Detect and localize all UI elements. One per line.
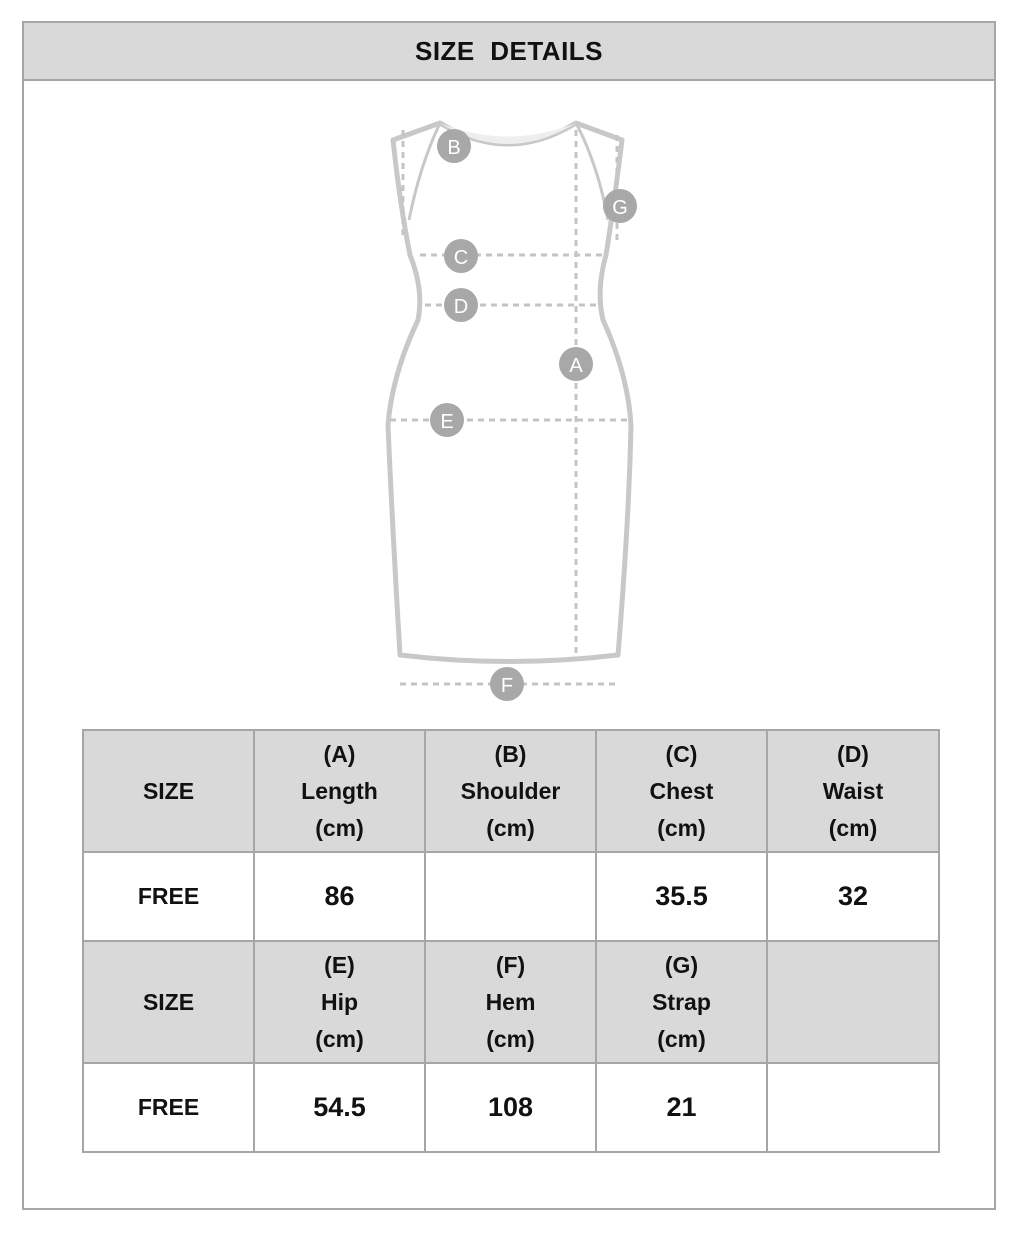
marker-g [603, 189, 637, 223]
table-header-row [83, 941, 939, 1063]
chest-name: Chest [649, 777, 714, 804]
length-name: Length [301, 777, 378, 804]
length-header-cell [254, 730, 425, 852]
empty-value-cell [767, 1063, 939, 1152]
shoulder-header-cell [425, 730, 596, 852]
waist-unit: (cm) [828, 814, 878, 841]
marker-f [490, 667, 524, 701]
page-title: SIZE DETAILS [414, 35, 604, 66]
marker-b [437, 129, 471, 163]
strap-header-cell [596, 941, 767, 1063]
measurement-guide-lines [390, 130, 630, 684]
chest-value-cell: 35.5 [596, 852, 767, 941]
length-code: (A) [323, 740, 356, 767]
size-value-cell: FREE [83, 852, 254, 941]
hem-value-cell: 108 [425, 1063, 596, 1152]
table-header-row [83, 730, 939, 852]
table-row [83, 852, 939, 941]
shoulder-unit: (cm) [486, 814, 535, 841]
hip-unit: (cm) [315, 1025, 364, 1052]
dress-outline [388, 123, 631, 662]
chest-header-cell [596, 730, 767, 852]
hip-name: Hip [320, 988, 359, 1015]
hem-name: Hem [485, 988, 536, 1015]
strap-value-cell: 21 [596, 1063, 767, 1152]
chest-code: (C) [665, 740, 698, 767]
hem-code: (F) [495, 951, 526, 978]
chest-unit: (cm) [657, 814, 706, 841]
marker-c-label: C [453, 247, 469, 269]
waist-value-cell: 32 [767, 852, 939, 941]
shoulder-code: (B) [494, 740, 527, 767]
length-value-cell: 86 [254, 852, 425, 941]
marker-e [430, 403, 464, 437]
size-header-cell: SIZE [83, 730, 254, 852]
marker-a [559, 347, 593, 381]
hip-header-cell [254, 941, 425, 1063]
size-header-cell: SIZE [83, 941, 254, 1063]
dress-measurement-diagram [360, 98, 660, 718]
hip-code: (E) [324, 951, 355, 978]
marker-g-label: G [612, 197, 628, 219]
hem-header-cell [425, 941, 596, 1063]
shoulder-value-cell [425, 852, 596, 941]
strap-name: Strap [652, 988, 711, 1015]
empty-header-cell [767, 941, 939, 1063]
marker-e-label: E [440, 411, 454, 433]
hem-unit: (cm) [486, 1025, 535, 1052]
marker-f-label: F [500, 675, 514, 697]
shoulder-name: Shoulder [460, 777, 561, 804]
waist-name: Waist [822, 777, 884, 804]
size-details-header [24, 23, 994, 81]
strap-unit: (cm) [657, 1025, 706, 1052]
waist-code: (D) [837, 740, 869, 767]
waist-header-cell [767, 730, 939, 852]
marker-c [444, 239, 478, 273]
length-unit: (cm) [315, 814, 364, 841]
marker-d-label: D [453, 296, 469, 318]
hip-value-cell: 54.5 [254, 1063, 425, 1152]
marker-b-label: B [447, 137, 461, 159]
marker-d [444, 288, 478, 322]
size-value-cell: FREE [83, 1063, 254, 1152]
table-row [83, 1063, 939, 1152]
marker-a-label: A [569, 355, 583, 377]
size-chart-table [82, 729, 940, 1153]
strap-code: (G) [664, 951, 699, 978]
